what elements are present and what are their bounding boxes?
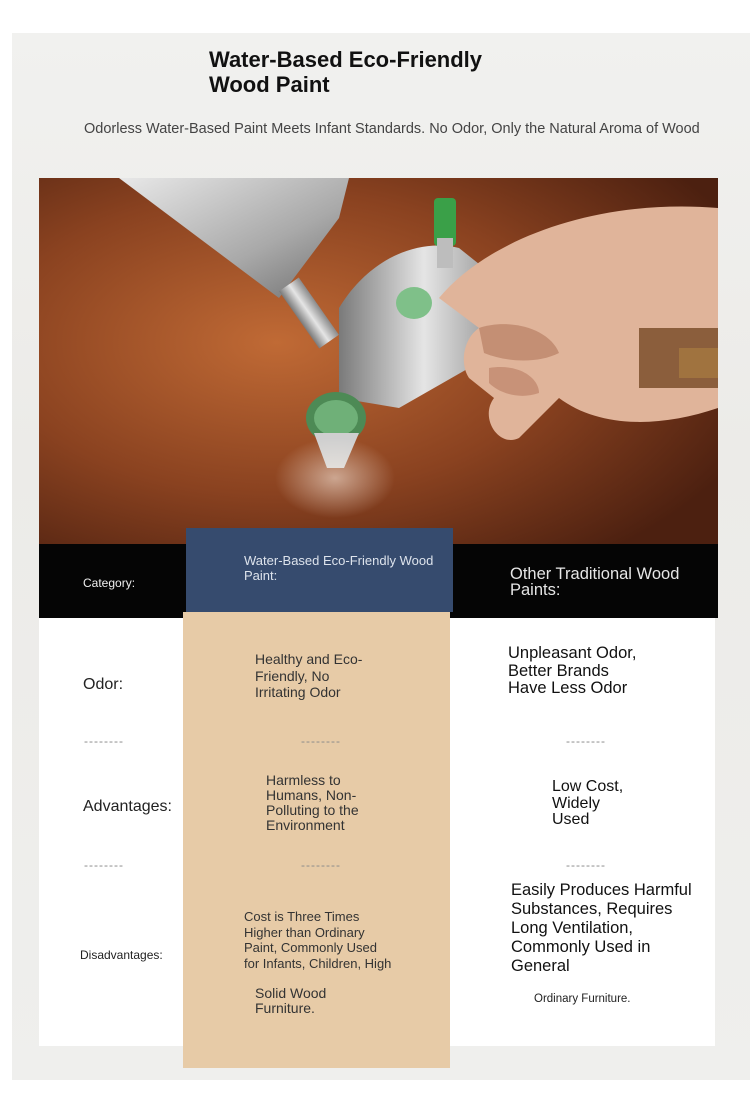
separator: -------- bbox=[84, 858, 124, 872]
header-water-based: Water-Based Eco-Friendly Wood Paint: bbox=[244, 553, 434, 583]
title-line-2: Wood Paint bbox=[209, 72, 330, 97]
row-label-advantages: Advantages: bbox=[83, 798, 172, 815]
cell-odor-other: Unpleasant Odor, Better Brands Have Less Odor bbox=[508, 644, 637, 697]
cell-disadvantages-water-based: Cost is Three Times Higher than Ordinary Paint, Commonly Used for Infants, Children, High bbox=[244, 909, 392, 971]
cell-odor-water-based: Healthy and Eco-Friendly, No Irritating Odor bbox=[255, 651, 363, 700]
row-label-odor: Odor: bbox=[83, 676, 124, 693]
cell-disadvantages-other: Easily Produces Harmful Substances, Requires Long Ventilation, Commonly Used in General bbox=[511, 881, 692, 975]
separator: -------- bbox=[301, 858, 341, 872]
separator: -------- bbox=[566, 858, 606, 872]
separator: -------- bbox=[301, 734, 341, 748]
header-category: Category: bbox=[83, 576, 136, 590]
separator: -------- bbox=[566, 734, 606, 748]
spray-gun-photo bbox=[39, 178, 718, 544]
separator: -------- bbox=[84, 734, 124, 748]
title-line-1: Water-Based Eco-Friendly bbox=[209, 47, 483, 72]
page-subtitle: Odorless Water-Based Paint Meets Infant Standards. No Odor, Only the Natural Aroma of Wood bbox=[84, 121, 700, 137]
hero-image bbox=[39, 178, 718, 544]
cell-advantages-other: Low Cost, Widely Used bbox=[552, 778, 624, 828]
header-other-paints: Other Traditional Wood Paints: bbox=[510, 565, 680, 599]
cell-advantages-water-based: Harmless to Humans, Non-Polluting to the Environment bbox=[266, 772, 359, 833]
page-title bbox=[209, 47, 549, 97]
row-label-disadvantages: Disadvantages: bbox=[80, 948, 163, 962]
cell-disadvantages-other-cont: Ordinary Furniture. bbox=[534, 993, 631, 1005]
cell-disadvantages-water-based-cont: Solid Wood Furniture. bbox=[255, 985, 327, 1016]
